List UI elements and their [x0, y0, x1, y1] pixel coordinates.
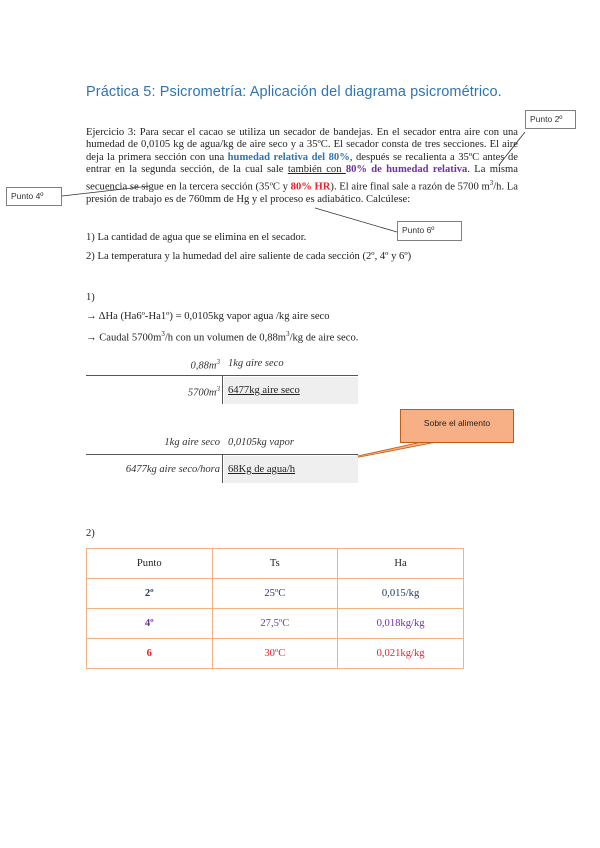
exercise-text-6: /h. La presión de trabajo es de 760mm de Hg y el proceso es adiabático. Calcúlese: [86, 181, 518, 205]
callout-sobre-alimento: Sobre el alimento [400, 409, 514, 443]
rule1-top-right: 1kg aire seco [228, 358, 284, 369]
line2-sup-2: 3 [286, 330, 290, 338]
results-header-row [87, 549, 464, 579]
question-2: 2) La temperatura y la humedad del aire saliente de cada sección (2º, 4º y 6º) [86, 251, 412, 262]
exercise-sup: 3 [489, 178, 494, 187]
cell-ha: 0,018kg/kg [338, 609, 464, 639]
exercise-text-2: , después se recalienta a 35ºC antes de entrar en la segunda sección, de la cual sale [86, 151, 518, 176]
rule1-vertical [222, 376, 223, 404]
page-title: Práctica 5: Psicrometría: Aplicación del diagrama psicrométrico. [86, 84, 502, 100]
cell-ts: 25ºC [212, 579, 338, 609]
leader-punto-4 [62, 186, 150, 196]
highlight-80-hr: 80% de humedad relativa [345, 164, 468, 176]
rule1-bottom-left-val: 5700m [187, 387, 217, 399]
rule1-top-left-val: 0,88m [190, 360, 217, 372]
callout-punto-2: Punto 2º [525, 110, 576, 129]
table-row [87, 609, 464, 639]
leader-punto-2 [499, 132, 525, 165]
line2-part-b: /h con un volumen de 0,88m [164, 332, 287, 344]
callout-punto-6: Punto 6º [397, 221, 462, 241]
results-table [86, 548, 464, 669]
rule1-bottom-left-sup: 3 [216, 385, 220, 393]
question-1: 1) La cantidad de agua que se elimina en el secador. [86, 232, 307, 243]
highlight-80-hr-short: 80% HR [290, 181, 331, 193]
header-punto: Punto [87, 549, 213, 579]
line2-part-c: /kg de aire seco. [289, 332, 359, 344]
rule2-bottom-left: 6477kg aire seco/hora [125, 464, 220, 475]
exercise-text-5: ). El aire final sale a razón de 5700 m [330, 181, 490, 193]
solution-2-label: 2) [86, 528, 95, 539]
solution-1-label: 1) [86, 292, 95, 303]
highlight-rh-80: humedad relativa del 80% [227, 151, 350, 163]
cell-ha: 0,015/kg [338, 579, 464, 609]
rule2-vertical [222, 455, 223, 483]
rule1-result: 6477kg aire seco [228, 385, 300, 396]
rule2-result: 68Kg de agua/h [228, 464, 296, 475]
exercise-text-4: . La misma secuencia se sigue en la tercera sección (35ºC y [86, 164, 518, 193]
line2-part-a: → Caudal 5700m [86, 332, 162, 344]
table-row [87, 639, 464, 669]
cell-ha: 0,021kg/kg [338, 639, 464, 669]
header-ts: Ts [212, 549, 338, 579]
rule1-top-left [86, 358, 220, 372]
line2-sup: 3 [161, 330, 165, 338]
rule2-top-left: 1kg aire seco [164, 437, 220, 448]
solution-1-line-2 [86, 330, 358, 344]
exercise-text-1: Ejercicio 3: Para secar el cacao se utiliza un secador de bandejas. En el secador entra aire con una humedad de 0,0105 kg de agua/kg de aire seco y a 35ºC. El secador consta de tres secciones. El aire deja la primera sección con una [86, 127, 518, 163]
cell-ts: 27,5ºC [212, 609, 338, 639]
table-row [87, 579, 464, 609]
solution-1-line-1: → ΔHa (Ha6º-Ha1º) = 0,0105kg vapor agua /kg aire seco [86, 311, 330, 322]
callout-punto-4: Punto 4º [6, 187, 62, 206]
leader-punto-6 [315, 208, 397, 232]
exercise-text-3: también con [287, 164, 346, 176]
cell-punto: 6 [87, 639, 213, 669]
cell-punto: 2º [87, 579, 213, 609]
cell-ts: 30ºC [212, 639, 338, 669]
rule1-bottom-left [86, 385, 220, 399]
cell-punto: 4º [87, 609, 213, 639]
header-ha: Ha [338, 549, 464, 579]
rule1-top-left-sup: 3 [216, 358, 220, 366]
rule2-top-right: 0,0105kg vapor [228, 437, 294, 448]
